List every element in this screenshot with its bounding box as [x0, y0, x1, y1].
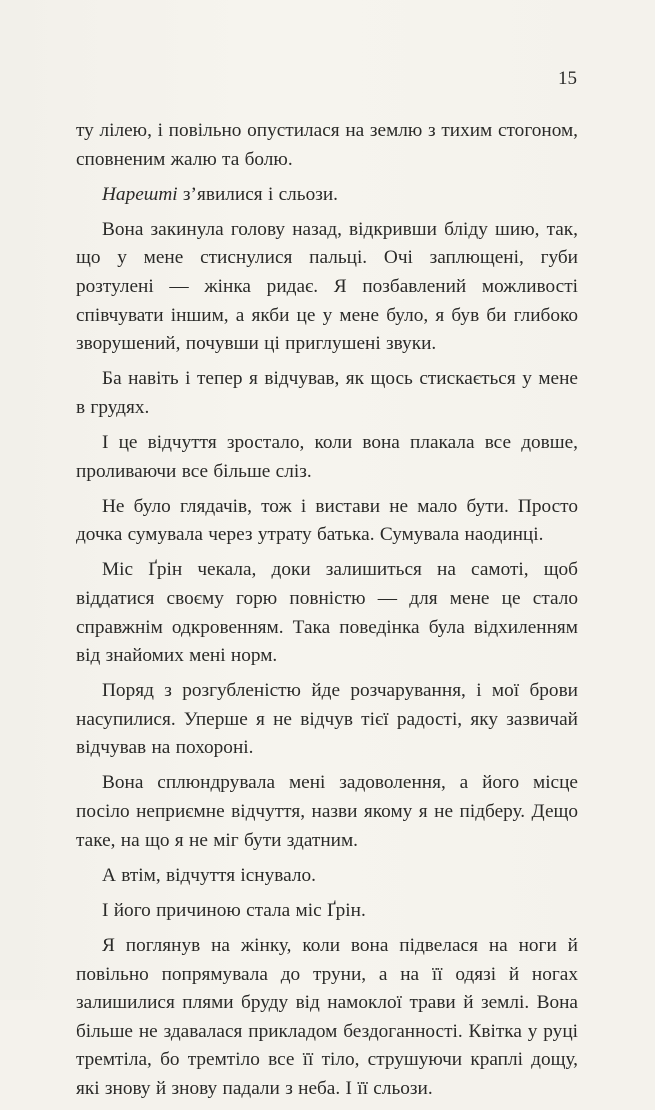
paragraph-12: Я поглянув на жінку, коли вона підвелася на ноги й повільно попрямувала до труни, а на її одязі й ногах залишилися плями бруду від намоклої трави й землі. Вона більше не здавалася прикладом бездоганності. Квітка у руці тремтіла, бо тремтіло все її тіло, струшуючи краплі дощу, які знову й знову падали з неба. І її сльози.: [76, 934, 578, 1099]
paragraph-11: І його причиною стала міс Ґрін.: [102, 899, 366, 921]
body-text: [76, 117, 578, 1110]
paragraph-3: Вона закинула голову назад, відкривши бліду шию, так, що у мене стиснулися пальці. Очі заплющені, губи розтулені — жінка ридає. Я позбавлений можливості співчувати іншим, а якби це у мене було, я був би глибоко зворушений, почувши ці приглушені звуки.: [76, 218, 578, 355]
paragraph-2-text: з’явилися і сльози.: [177, 183, 338, 205]
paragraph-4: Ба навіть і тепер я відчував, як щось стискається у мене в грудях.: [76, 368, 578, 418]
paragraph-9: Вона сплюндрувала мені задоволення, а його місце посіло неприємне відчуття, назви якому я не підберу. Дещо таке, на що я не міг бути здатним.: [76, 772, 578, 851]
paragraph-8: Поряд з розгубленістю йде розчарування, і мої брови насупилися. Уперше я не відчув тієї радості, яку зазвичай відчував на похороні.: [76, 680, 578, 759]
paragraph-2: [76, 181, 578, 210]
paragraph-2-italic: Нарешті: [102, 183, 178, 205]
paragraph-5: І це відчуття зростало, коли вона плакала все довше, проливаючи все більше сліз.: [76, 431, 578, 482]
paragraph-1: ту лілею, і повільно опустилася на землю з тихим стогоном, сповненим жалю та болю.: [76, 120, 578, 170]
paragraph-6: Не було глядачів, тож і вистави не мало бути. Просто дочка сумувала через утрату батька. Сумувала наодинці.: [76, 495, 578, 546]
paragraph-7: Міс Ґрін чекала, доки залишиться на самоті, щоб віддатися своєму горю повністю — для мене це стало справжнім одкровенням. Така поведінка була відхиленням від знайомих мені норм.: [76, 559, 578, 667]
page-number: 15: [558, 68, 577, 89]
paragraph-10: А втім, відчуття існувало.: [102, 864, 316, 886]
